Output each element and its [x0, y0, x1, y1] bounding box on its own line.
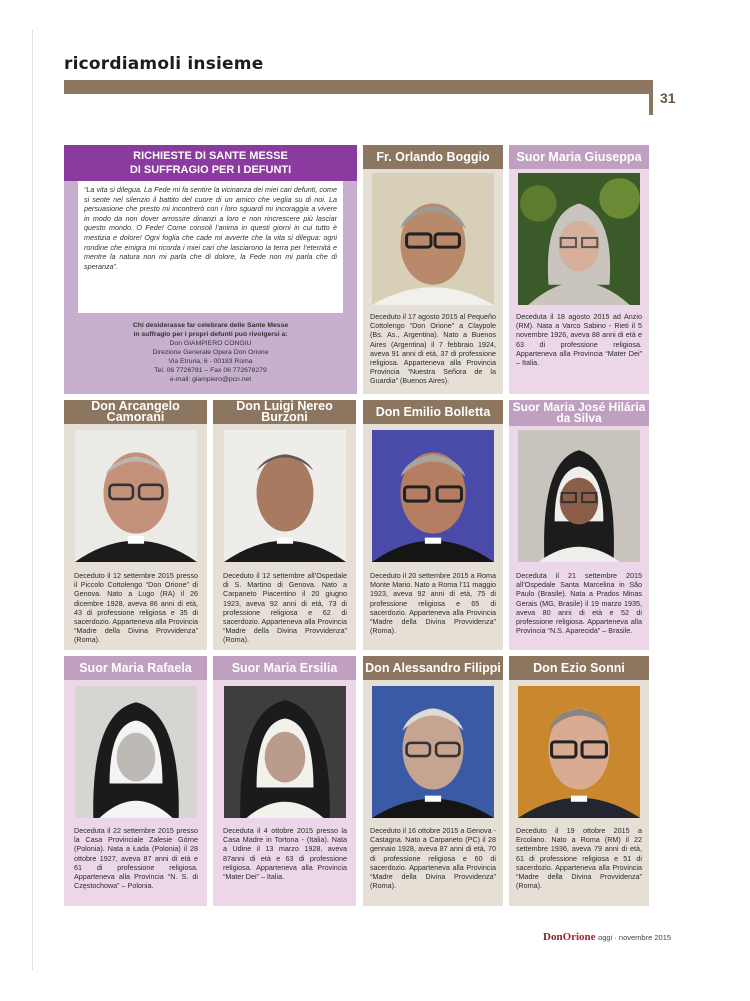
intro-heading [64, 145, 357, 181]
person-name: Suor Maria Rafaela [64, 656, 207, 680]
person-name: Don Luigi Nereo Burzoni [213, 400, 356, 424]
portrait-photo [372, 686, 494, 818]
signature-wrap [78, 181, 343, 313]
footer-issue: oggi · novembre 2015 [598, 933, 672, 942]
portrait-photo [518, 686, 640, 818]
obituary-text: Deceduta il 4 ottobre 2015 presso la Casa Madre in Tortona - (Italia). Nata a Udine il 13 marzo 1928, aveva 87anni di età e 63 di professione religiosa. Apparteneva alla Provincia “Mater Dei” – Italia. [223, 826, 347, 882]
obituary-text: Deceduta il 21 settembre 2015 all’Ospedale Santa Marcelina in São Paulo (Brasile). Nata a Prados Minas Gerais (MG, Brasile) il 19 marzo 1935, aveva 80 anni di età e 52 di professione religiosa. Apparteneva alla Provincia “N.S. Aparecida” – Brasile. [516, 571, 642, 636]
person-name: Don Alessandro Filippi [363, 656, 503, 680]
quote-text: “La vita si dilegua. La Fede mi fa sentire la vicinanza dei miei cari defunti, come si sente nel silenzio il battito del cuore di un amico che veglia su di noi. La persuasione che presto mi incontrerò con i loro sguardi mi incoraggia a vivere in modo da non dover arrossire dinanzi a loro e non rincrescere più lasciar questo mondo. O Fede! Come consoli l’anima in questi giorni in cui tutto è mestizia e dolore! Ogni foglia che cade mi avverte che la vita si dilegua: ogni rondine che emigra mi ricorda i miei cari che lasciarono la terra per l’eternità e mentre la natura non mi parla che di dolore, la Fede non mi parla che di speranza”. [84, 185, 337, 271]
obituary-text: Deceduto il 19 ottobre 2015 a Ercolano. Nato a Roma (RM) il 22 settembre 1936, aveva 79 anni di età, 61 di professione religiosa e 51 di sacerdozio. Apparteneva alla Provincia “Madre della Divina Provvidenza” (Roma). [516, 826, 642, 891]
obituary-text: Deceduto il 16 ottobre 2015 a Genova - Castagna. Nato a Carpaneto (PC) il 28 gennaio 1928, aveva 87 anni di età, 70 di professione religiosa e 60 di sacerdozio. Apparteneva alla Provincia “Madre della Divina Provvidenza” (Roma). [370, 826, 496, 891]
page-number: 31 [660, 90, 676, 106]
person-name: Suor Maria José Hilária da Silva [509, 400, 649, 426]
obituary-text: Deceduto il 12 settembre 2015 presso il Piccolo Cottolengo “Don Orione” di Genova. Nato a Lugo (RA) il 26 dicembre 1928, aveva 86 anni di età, 43 di professione religiosa e 35 di sacerdozio. Apparteneva alla Provincia “Madre della Divina Provvidenza” (Roma). [74, 571, 198, 645]
section-title: ricordiamoli insieme [64, 54, 264, 74]
footer-brand-orione: Orione [562, 931, 596, 943]
obituary-text: Deceduto il 20 settembre 2015 a Roma Monte Mario. Nato a Roma l’11 maggio 1923, aveva 92 anni di età, 75 di professione religiosa e 65 di sacerdozio. Apparteneva alla Provincia “Madre della Divina Provvidenza” (Roma). [370, 571, 496, 636]
portrait-photo [518, 173, 640, 305]
page-gutter-line [32, 30, 33, 970]
contact-line: Direzione Generale Opera Don Orione [152, 349, 269, 356]
contact-email: e-mail: giampiero@pcn.net [169, 376, 252, 383]
contact-line: in suffragio per i propri defunti può rivolgersi a: [133, 331, 288, 338]
intro-heading-line1: RICHIESTE DI SANTE MESSE [133, 150, 288, 162]
portrait-photo [224, 430, 346, 562]
contact-line: Chi desiderasse far celebrare delle Sante Messe [132, 322, 289, 329]
footer-brand [543, 931, 671, 943]
person-name: Don Arcangelo Camorani [64, 400, 207, 424]
person-name: Don Emilio Bolletta [363, 400, 503, 424]
contact-address: Via Etruria, 6 - 00183 Roma [168, 358, 253, 365]
obituary-text: Deceduto il 12 settembre all’Ospedale di S. Martino di Genova. Nato a Carpaneto Piacentino il 20 giugno 1923, aveva 92 anni di età, 73 di professione religiosa e 62 di sacerdozio. Apparteneva alla Provincia “Madre della Divina Provvidenza” (Roma). [223, 571, 347, 645]
portrait-photo [372, 430, 494, 562]
portrait-photo [224, 686, 346, 818]
footer-brand-don: Don [543, 931, 563, 943]
contact-phone: Tel. 06 7726781 – Fax 06 772678279 [154, 367, 267, 374]
header-rule [64, 80, 649, 94]
obituary-text: Deceduto il 17 agosto 2015 al Pequeño Cottolengo “Don Orione” a Claypole (Bs. As., Argentina). Nato a Buenos Aires (Argentina) il 7 febbraio 1924, aveva 91 anni di età, 37 di professione religiosa. Apparteneva alla Provincia Provincia “Nuestra Señora de la Guardia” (Buenos Aires). [370, 312, 496, 386]
obituary-text: Deceduta il 18 agosto 2015 ad Anzio (RM). Nata a Varco Sabino - Rieti il 5 novembre 1926, aveva 88 anni di età e 63 di professione religiosa. Apparteneva alla Provincia “Mater Dei” – Italia. [516, 312, 642, 368]
obituary-text: Deceduta il 22 settembre 2015 presso la Casa Provinciale Zalesie Górne (Polonia). Nata a Łada (Polonia) il 28 ottobre 1927, aveva 87 anni di età e 61 di professione religiosa. Apparteneva alla Provincia “N. S. di Częstochowa” – Polonia. [74, 826, 198, 891]
person-name: Fr. Orlando Boggio [363, 145, 503, 169]
contact-name: Don GIAMPIERO CONGIU [169, 340, 252, 347]
person-name: Don Ezio Sonni [509, 656, 649, 680]
person-name: Suor Maria Ersilia [213, 656, 356, 680]
header-rule-end [649, 80, 653, 115]
person-name: Suor Maria Giuseppa [509, 145, 649, 169]
portrait-photo [518, 430, 640, 562]
portrait-photo [75, 430, 197, 562]
intro-heading-line2: DI SUFFRAGIO PER I DEFUNTI [129, 164, 292, 176]
portrait-photo [372, 173, 494, 305]
contact-block [92, 321, 329, 384]
portrait-photo [75, 686, 197, 818]
